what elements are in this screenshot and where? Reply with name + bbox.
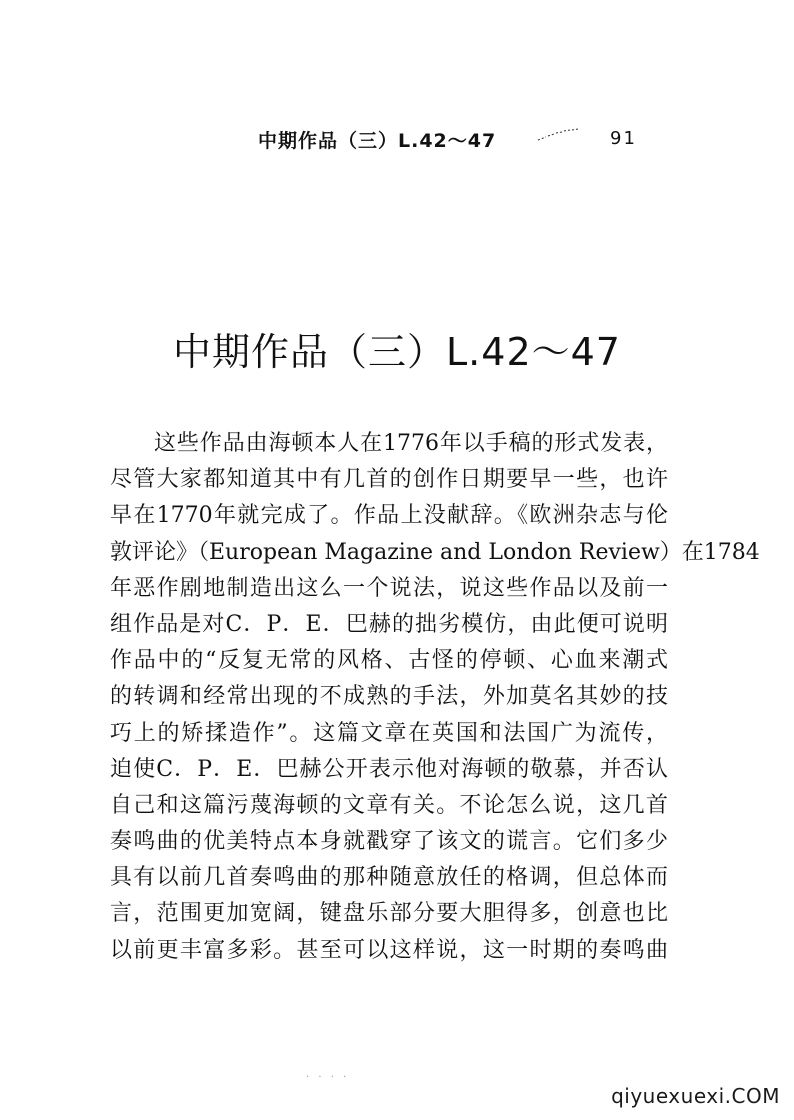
body-line: 作品中的“反复无常的风格、古怪的停顿、心血来潮式 — [110, 648, 668, 674]
body-line: 以前更丰富多彩。甚至可以这样说，这一时期的奏鸣曲 — [110, 937, 668, 963]
body-line: 言，范围更加宽阔，键盘乐部分要大胆得多，创意也比 — [110, 901, 668, 927]
body-line: 具有以前几首奏鸣曲的那种随意放任的格调，但总体而 — [110, 865, 668, 891]
body-line: 奏鸣曲的优美特点本身就戳穿了该文的谎言。它们多少 — [110, 829, 668, 855]
body-line: 迫使C．P．E．巴赫公开表示他对海顿的敬慕，并否认 — [110, 756, 668, 782]
body-paragraph — [110, 426, 760, 969]
body-line: 早在1770年就完成了。作品上没献辞。《欧洲杂志与伦 — [110, 503, 668, 529]
body-line: 年恶作剧地制造出这么一个说法，说这些作品以及前一 — [110, 575, 668, 601]
footer-marks: · · · · — [306, 1072, 350, 1083]
scratch-mark-icon — [536, 128, 580, 142]
body-line: 的转调和经常出现的不成熟的手法，外加莫名其妙的技 — [110, 684, 668, 710]
page-number: 91 — [610, 128, 637, 149]
watermark: qiyuexuexi.COM — [611, 1084, 780, 1108]
running-header — [258, 126, 638, 156]
body-line: 组作品是对C．P．E．巴赫的拙劣模仿，由此便可说明 — [110, 611, 668, 637]
body-line: 敦评论》（European Magazine and London Review）在1784 — [110, 539, 760, 565]
chapter-title: 中期作品（三）L.42～47 — [173, 330, 621, 375]
body-line: 巧上的矫揉造作”。这篇文章在英国和法国广为流传， — [110, 720, 668, 746]
body-line: 自己和这篇污蔑海顿的文章有关。不论怎么说，这几首 — [110, 792, 668, 818]
running-header-title: 中期作品（三）L.42～47 — [258, 130, 497, 152]
body-line: 这些作品由海顿本人在1776年以手稿的形式发表， — [154, 431, 668, 456]
body-line: 尽管大家都知道其中有几首的创作日期要早一些，也许 — [110, 467, 668, 493]
